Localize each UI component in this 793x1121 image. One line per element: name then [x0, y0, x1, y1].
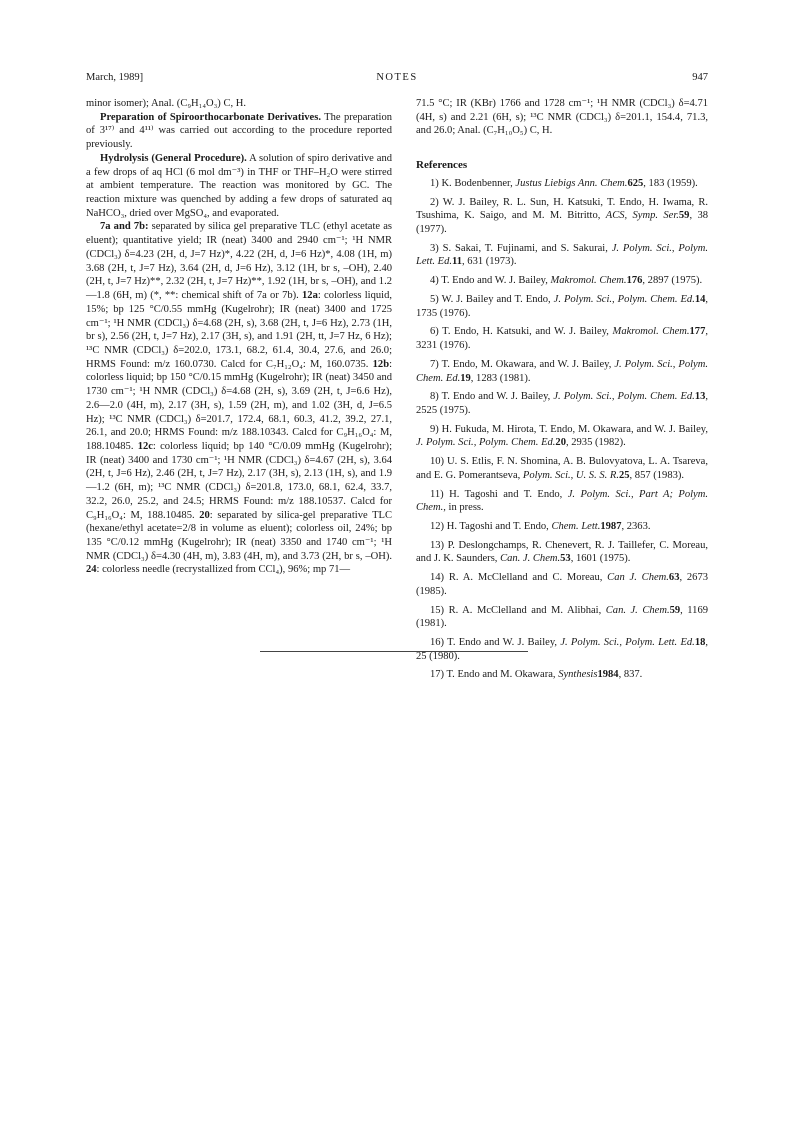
reference-pages: , 1169 (1981). — [416, 604, 708, 630]
text-12a: : colorless liquid, 15%; bp 125 °C/0.55 mmHg (Kugelrohr); IR (neat) 3400 and 1725 cm⁻¹; ¹H NMR (CDCl₃) δ=4.68 (2H, s), 3.68 (2H, t, J=6 Hz), 2.73 (1H, br s), 2.56 (2H, t, J=7 Hz), 2.17 (3H, s), and 1.91 (2H, tt, J=7 Hz, 6 Hz); ¹³C NMR (CDCl₃) δ=202.0, 173.1, 68.2, 61.4, 30.4, 27.6, and 26.0; HRMS Found: m/z 160.0730. Calcd for C₇H₁₂O₄: M, 160.0735. — [86, 290, 392, 370]
reference-journal: Can J. Chem. — [607, 572, 669, 584]
reference-pages: , 2673 (1985). — [416, 572, 709, 597]
reference-journal: J. Polym. Sci., Polym. Chem. Ed. — [553, 391, 695, 403]
reference-pages: , 1283 (1981). — [470, 372, 531, 384]
reference-journal: J. Polym. Sci., Polym. Lett. Ed. — [416, 242, 708, 268]
reference-authors: W. J. Bailey and T. Endo, — [441, 293, 554, 305]
left-column — [86, 97, 392, 577]
reference-pages: , in press. — [443, 502, 484, 514]
reference-volume: 177 — [689, 326, 706, 338]
reference-item — [416, 668, 708, 682]
text-hydrolysis: A solution of spiro derivative and a few drops of aq HCl (6 mol dm⁻³) in THF or THF–H₂O were stirred at ambient temperature. The reaction was monitored by GC. The reaction mixture was quenched by adding a few drops of saturated aq NaHCO₃, dried over MgSO₄, and evaporated. — [86, 152, 392, 219]
reference-authors: P. Deslongchamps, R. Chenevert, R. J. Taillefer, C. Moreau, and J. K. Saunders, — [416, 539, 708, 565]
reference-authors: H. Tagoshi and T. Endo, — [449, 488, 568, 500]
reference-pages: , 2363. — [621, 520, 651, 532]
reference-pages: , 1735 (1976). — [416, 293, 709, 319]
reference-number: 12) — [430, 520, 447, 532]
reference-volume: 20 — [555, 437, 566, 449]
reference-journal: Justus Liebigs Ann. Chem. — [515, 177, 628, 189]
reference-item — [416, 358, 708, 385]
reference-volume: 1987 — [600, 520, 622, 532]
reference-volume: 19 — [460, 372, 471, 384]
reference-item — [416, 488, 708, 515]
reference-item — [416, 196, 708, 237]
reference-item — [416, 455, 708, 482]
text-24: : colorless needle (recrystallized from CCl₄), 96%; mp 71— — [96, 564, 351, 576]
reference-authors: T. Endo and M. Okawara, — [446, 669, 559, 681]
reference-number: 4) — [430, 275, 442, 287]
reference-authors: R. A. McClelland and C. Moreau, — [448, 572, 608, 584]
reference-item — [416, 604, 708, 631]
references-heading: References — [416, 159, 468, 172]
reference-pages: , 2935 (1982). — [565, 437, 626, 449]
reference-pages: , 2897 (1975). — [642, 275, 703, 287]
reference-number: 7) — [430, 358, 442, 370]
reference-item — [416, 539, 708, 566]
reference-authors: H. Tagoshi and T. Endo, — [446, 520, 552, 532]
end-rule — [260, 651, 528, 652]
reference-journal: J. Polym. Sci., Polym. Chem. Ed. — [553, 293, 695, 305]
reference-number: 13) — [430, 539, 448, 551]
reference-authors: T. Endo, M. Okawara, and W. J. Bailey, — [441, 358, 615, 370]
compound-label-12c: 12c — [137, 440, 153, 452]
reference-item — [416, 242, 708, 269]
reference-authors: R. A. McClelland and M. Alibhai, — [448, 604, 606, 616]
reference-journal: Can. J. Chem. — [605, 604, 670, 616]
reference-pages: , 837. — [618, 669, 643, 681]
page-number: 947 — [692, 72, 708, 83]
reference-item — [416, 571, 708, 598]
reference-number: 1) — [430, 177, 442, 189]
paragraph-preparation — [86, 111, 392, 152]
reference-pages: , 857 (1983). — [629, 469, 685, 481]
reference-journal: Synthesis — [558, 669, 598, 681]
running-header — [86, 72, 708, 88]
text-20: : separated by silica-gel preparative TLC (hexane/ethyl acetate=2/8 in volume as eluent); colorless oil, 24%; bp 135 °C/0.12 mmHg (Kugelrohr); IR (neat) 3350 and 1740 cm⁻¹; ¹H NMR (CDCl₃) δ=4.30 (4H, m), 3.83 (4H, m), and 3.73 (2H, br s, –OH). — [86, 509, 393, 562]
compound-label-20: 20 — [199, 509, 210, 521]
reference-journal: Makromol. Chem. — [550, 275, 627, 287]
reference-authors: T. Endo and W. J. Bailey, — [441, 275, 551, 287]
reference-number: 15) — [430, 604, 449, 616]
reference-authors: T. Endo, H. Katsuki, and W. J. Bailey, — [442, 326, 613, 338]
reference-journal: ACS, Symp. Ser. — [605, 210, 679, 222]
reference-item — [416, 274, 708, 288]
heading-hydrolysis: Hydrolysis (General Procedure). — [100, 152, 247, 164]
reference-journal: Polym. Sci., U. S. S. R. — [522, 469, 619, 481]
reference-number: 14) — [430, 572, 449, 584]
reference-journal: J. Polym. Sci., Polym. Chem. Ed. — [416, 358, 708, 384]
paragraph-compounds — [86, 220, 392, 577]
reference-pages: , 631 (1973). — [462, 256, 517, 268]
reference-item — [416, 423, 708, 450]
reference-volume: 625 — [627, 177, 644, 189]
reference-item — [416, 293, 708, 320]
reference-authors: T. Endo and W. J. Bailey, — [441, 391, 554, 403]
paragraph-hydrolysis — [86, 152, 392, 221]
reference-volume: 63 — [668, 572, 680, 584]
reference-item — [416, 636, 708, 663]
reference-volume: 18 — [694, 637, 706, 648]
text-12c: : colorless liquid; bp 140 °C/0.09 mmHg (Kugelrohr); IR (neat) 3400 and 1730 cm⁻¹; ¹H NMR (CDCl₃) δ=4.67 (2H, s), 3.64 (2H, t, J=6 Hz), 2.46 (2H, t, J=7 Hz), 2.17 (3H, s), 2.13 (1H, s), and 1.9—1.2 (6H, m); ¹³C NMR (CDCl₃) δ=201.8, 173.0, 68.1, 62.4, 33.7, 32.2, 26.0, 25.2, and 24.5; HRMS Found: m/z 188.10537. Calcd for C₉H₁₆O₄: M, 188.10485. — [86, 440, 392, 521]
paragraph-anal: minor isomer); Anal. (C₉H₁₄O₃) C, H. — [86, 98, 247, 109]
paragraph-continuation: 71.5 °C; IR (KBr) 1766 and 1728 cm⁻¹; ¹H NMR (CDCl₃) δ=4.71 (4H, s) and 2.21 (6H, s); ¹³C NMR (CDCl₃) δ=201.1, 154.4, 71.3, and 26.0; Anal. (C₇H₁₀O₅) C, H. — [416, 98, 708, 137]
reference-item — [416, 520, 708, 534]
reference-number: 8) — [430, 391, 442, 403]
compound-label-12b: 12b — [372, 358, 390, 370]
reference-item — [416, 177, 708, 191]
reference-number: 9) — [430, 423, 442, 435]
text-7ab: separated by silica gel preparative TLC (ethyl acetate as eluent); quantitative yield; IR (neat) 3400 and 2940 cm⁻¹; ¹H NMR (CDCl₃) δ=4.23 (2H, d, J=7 Hz)*, 4.22 (2H, d, J=6 Hz)*, 4.08 (1H, m) 3.68 (2H, t, J=7 Hz), 3.64 (2H, d, J=6 Hz), 3.12 (1H, br s, –OH), 2.40 (2H, t, J=7 Hz)**, 2.32 (2H, t, J=7 Hz)**, 1.92 (1H, br s, –OH), and 1.2—1.8 (6H, m) (*, **: chemical shift of 7a or 7b). — [86, 221, 392, 302]
reference-number: 16) — [430, 637, 448, 648]
heading-preparation: Preparation of Spiroorthocarbonate Derivatives. — [100, 111, 321, 123]
compound-label-24: 24 — [86, 564, 97, 576]
reference-authors: T. Endo and W. J. Bailey, — [447, 637, 561, 648]
reference-volume: 59 — [678, 210, 690, 222]
issue-date: March, 1989] — [86, 72, 144, 83]
text-12b: : colorless liquid; bp 150 °C/0.15 mmHg (Kugelrohr); IR (neat) 3450 and 1730 cm⁻¹; ¹H NMR (CDCl₃) δ=4.68 (2H, s), 3.69 (2H, t, J=6.6 Hz), 2.6—2.0 (4H, m), 2.17 (3H, s), 1.59 (2H, m), and 1.02 (3H, d, J=6.5 Hz); ¹³C NMR (CDCl₃) δ=201.7, 172.4, 68.1, 60.3, 41.2, 39.2, 27.1, 26.1, and 20.0; HRMS Found: m/z 188.10343. Calcd for C₉H₁₆O₄: M, 188.10485. — [86, 358, 392, 452]
reference-journal: J. Polym. Sci., Part A; Polym. Chem. — [416, 488, 708, 514]
reference-journal: Can. J. Chem. — [500, 553, 561, 565]
reference-pages: , 2525 (1975). — [416, 391, 709, 416]
reference-volume: 13 — [694, 391, 706, 403]
reference-number: 6) — [430, 326, 443, 338]
reference-journal: Makromol. Chem. — [612, 326, 690, 338]
reference-volume: 59 — [669, 604, 681, 616]
reference-pages: , 25 (1980). — [416, 637, 708, 662]
compound-label-7ab: 7a and 7b: — [100, 221, 149, 233]
reference-pages: , 38 (1977). — [416, 210, 709, 236]
reference-number: 2) — [430, 196, 443, 208]
reference-journal: J. Polym. Sci., Polym. Lett. Ed. — [560, 637, 695, 648]
reference-volume: 14 — [694, 293, 706, 305]
reference-number: 11) — [430, 488, 450, 500]
reference-pages: , 1601 (1975). — [570, 553, 631, 565]
reference-authors: S. Sakai, T. Fujinami, and S. Sakurai, — [442, 242, 612, 254]
reference-pages: , 183 (1959). — [643, 177, 698, 189]
text-preparation: The preparation of 3¹⁷⁾ and 4¹¹⁾ was carried out according to the procedure reported previously. — [86, 111, 392, 151]
reference-volume: 11 — [452, 256, 463, 268]
reference-authors: H. Fukuda, M. Hirota, T. Endo, M. Okawara, and W. J. Bailey, — [441, 423, 708, 435]
reference-number: 5) — [430, 293, 442, 305]
reference-authors: U. S. Etlis, F. N. Shomina, A. B. Bulovyatova, L. A. Tsareva, and E. G. Pomerantseva, — [416, 456, 708, 481]
reference-volume: 53 — [560, 553, 571, 565]
reference-item — [416, 390, 708, 417]
reference-number: 10) — [430, 456, 448, 468]
reference-journal: J. Polym. Sci., Polym. Chem. Ed. — [416, 437, 556, 449]
reference-authors: K. Bodenbenner, — [441, 177, 516, 189]
reference-number: 3) — [430, 242, 443, 254]
reference-number: 17) — [430, 669, 447, 681]
right-column — [416, 97, 708, 687]
compound-label-12a: 12a — [302, 290, 318, 302]
reference-volume: 25 — [618, 469, 630, 481]
reference-item — [416, 325, 708, 352]
reference-journal: Chem. Lett. — [551, 520, 601, 532]
reference-volume: 1984 — [597, 669, 619, 681]
reference-volume: 176 — [626, 275, 643, 287]
section-title: NOTES — [376, 72, 418, 83]
reference-list — [416, 177, 708, 682]
reference-authors: W. J. Bailey, R. L. Sun, H. Katsuki, T. Endo, H. Iwama, R. Tsushima, K. Saigo, and M. M. Bitritto, — [416, 196, 708, 222]
reference-pages: , 3231 (1976). — [416, 326, 708, 352]
